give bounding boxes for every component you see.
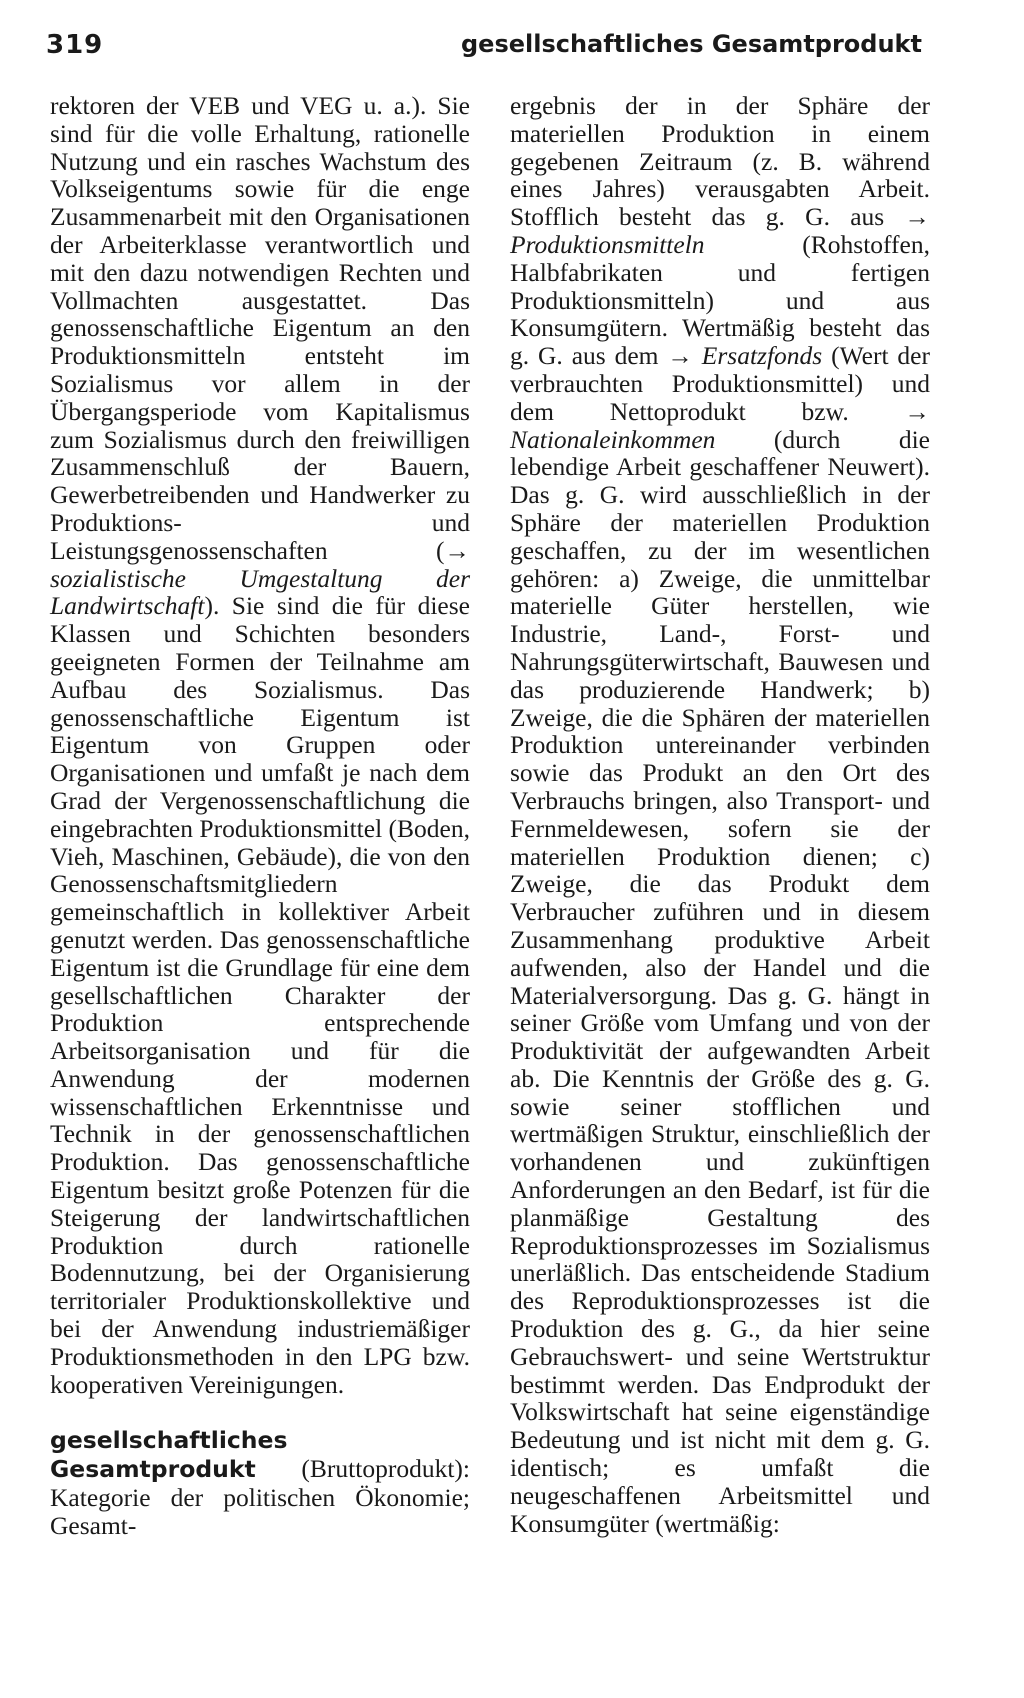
paragraph-continued — [510, 92, 930, 1537]
text-run: ergebnis der in der Sphäre der materiellen Produktion in einem gegebenen Zeitraum (z. B. während eines Jahres) verausgabten Arbeit. Stofflich besteht das g. G. aus → — [510, 91, 930, 232]
page-number: 319 — [46, 30, 104, 60]
page-header — [46, 30, 922, 66]
right-column — [510, 92, 930, 1537]
cross-reference: Produktionsmitteln — [510, 229, 705, 259]
cross-reference: sozialistische Umgestaltung der Landwirtschaft — [50, 563, 470, 621]
entry-text: (Bruttoprodukt): Kategorie der politischen Ökonomie; Gesamt- — [50, 1454, 470, 1540]
dictionary-entry — [50, 1426, 470, 1539]
entry-headword: gesellschaftliches Gesamtprodukt — [50, 1426, 288, 1484]
text-run: (Rohstoffen, Halbfabrikaten und fertigen Produktionsmitteln) und aus Konsumgütern. Wertmäßig besteht das g. G. aus dem → — [510, 229, 930, 371]
text-run: (Wert der verbrauchten Produktionsmittel) und dem Nettoprodukt bzw. → — [510, 341, 930, 426]
text-run: rektoren der VEB und VEG u. a.). Sie sind für die volle Erhaltung, rationelle Nutzung und ein rasches Wachstum des Volkseigentums sowie für die enge Zusammenarbeit mit den Organisationen der Arbeiterklasse verantwortlich und mit den dazu notwendigen Rechten und Vollmachten ausgestattet. Das genossenschaftliche Eigentum an den Produktionsmitteln entsteht im Sozialismus vor allem in der Übergangsperiode vom Kapitalismus zum Sozialismus durch den freiwilligen Zusammenschluß der Bauern, Gewerbetreibenden und Handwerker zu Produktions- und Leistungsgenossenschaften (→ — [50, 91, 470, 565]
text-run: ). Sie sind die für diese Klassen und Schichten besonders geeigneten Formen der Teilnahme am Aufbau des Sozialismus. Das genossenschaftliche Eigentum ist Eigentum von Gruppen oder Organisationen und umfaßt je nach dem Grad der Vergenossenschaftlichung die eingebrachten Produktionsmittel (Boden, Vieh, Maschinen, Gebäude), die von den Genossenschaftsmitgliedern gemeinschaftlich in kollektiver Arbeit genutzt werden. Das genossenschaftliche Eigentum ist die Grundlage für eine dem gesellschaftlichen Charakter der Produktion entsprechende Arbeitsorganisation und für die Anwendung der modernen wissenschaftlichen Erkenntnisse und Technik in der genossenschaftlichen Produktion. Das genossenschaftliche Eigentum besitzt große Potenzen für die Steigerung der landwirtschaftlichen Produktion durch rationelle Bodennutzung, bei der Organisierung territorialer Produktionskollektive und bei der Anwendung industriemäßiger Produktionsmethoden in den LPG bzw. kooperativen Vereinigungen. — [50, 591, 470, 1399]
text-run: (durch die lebendige Arbeit geschaffener Neuwert). Das g. G. wird ausschließlich in der Sphäre der materiellen Produktion geschaffen, zu der im wesentlichen gehören: a) Zweige, die unmittelbar materielle Güter herstellen, wie Industrie, Land-, Forst- und Nahrungsgüterwirtschaft, Bauwesen und das produzierende Handwerk; b) Zweige, die die Sphären der materiellen Produktion untereinander verbinden sowie das Produkt an den Ort des Verbrauchs bringen, also Transport- und Fernmeldewesen, sofern sie der materiellen Produktion dienen; c) Zweige, die das Produkt dem Verbraucher zuführen und in diesem Zusammenhang produktive Arbeit aufwenden, also der Handel und die Materialversorgung. Das g. G. hängt in seiner Größe vom Umfang und von der Produktivität der aufgewandten Arbeit ab. Die Kenntnis der Größe des g. G. sowie seiner stofflichen und wertmäßigen Struktur, einschließlich der vorhandenen und zukünftigen Anforderungen an den Bedarf, ist für die planmäßige Gestaltung des Reproduktionsprozesses im Sozialismus unerläßlich. Das entscheidende Stadium des Reproduktionsprozesses ist die Produktion des g. G., da hier seine Gebrauchswert- und seine Wertstruktur bestimmt werden. Das Endprodukt der Volkswirtschaft hat seine eigenständige Bedeutung und ist nicht mit dem g. G. identisch; es umfaßt die neugeschaffenen Arbeitsmittel und Konsumgüter (wertmäßig: — [510, 424, 930, 1538]
cross-reference: Ersatzfonds — [701, 341, 823, 371]
running-head: gesellschaftliches Gesamtprodukt — [460, 30, 922, 58]
paragraph-continued — [50, 92, 470, 1398]
cross-reference: Nationaleinkommen — [510, 424, 716, 454]
left-column — [50, 92, 470, 1540]
